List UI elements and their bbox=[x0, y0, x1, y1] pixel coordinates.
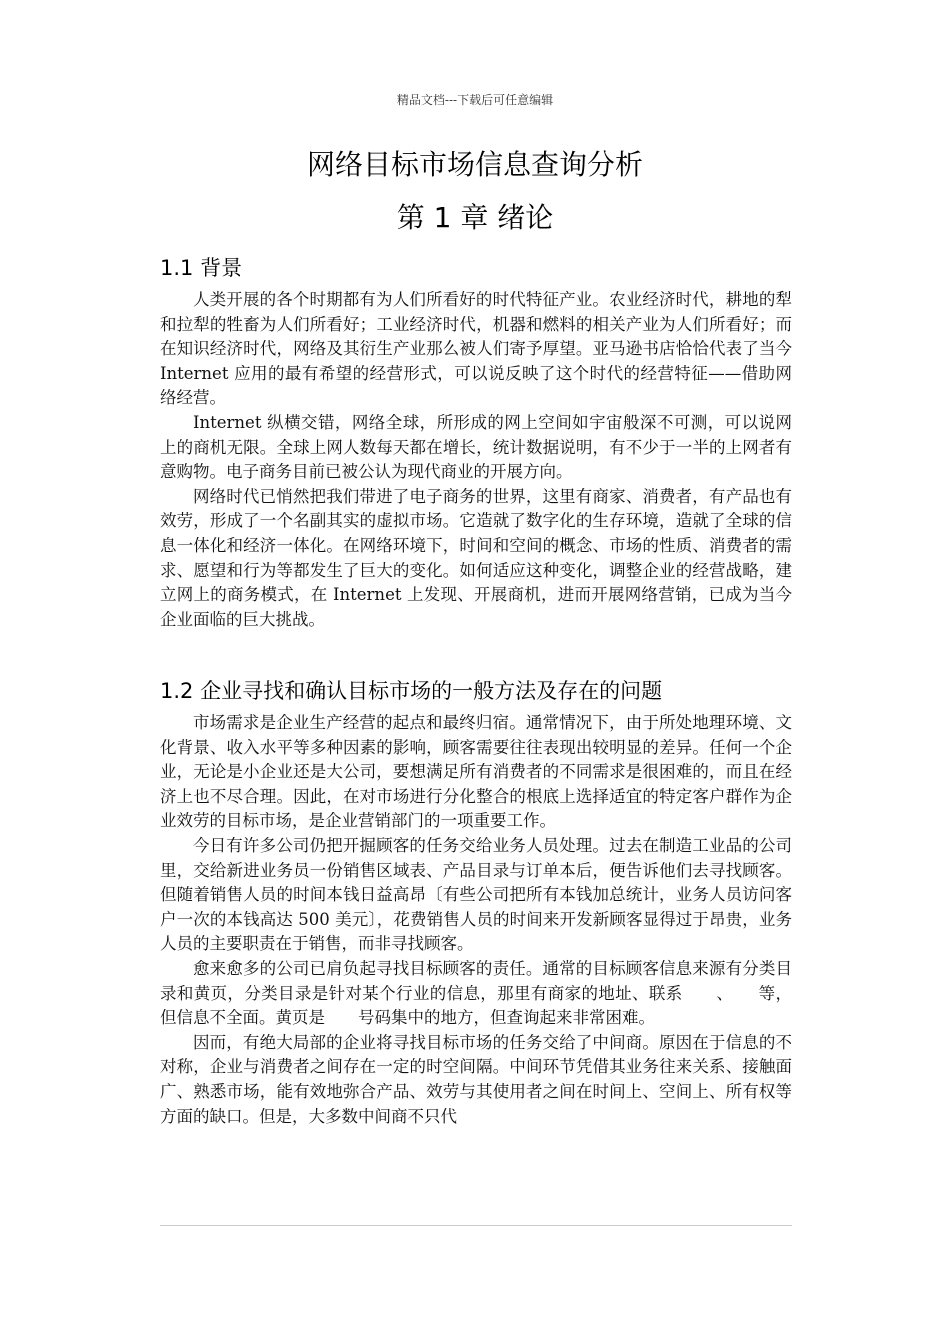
section-heading-1-2: 1.2 企业寻找和确认目标市场的一般方法及存在的问题 bbox=[160, 679, 663, 703]
document-title: 网络目标市场信息查询分析 bbox=[306, 148, 643, 181]
paragraph: Internet 纵横交错，网络全球，所形成的网上空间如宇宙般深不可测，可以说网上的商机无限。全球上网人数每天都在增长，统计数据说明，有不少于一半的上网者有意购物。电子商务目前已被公认为现代商业的开展方向。 bbox=[160, 412, 792, 482]
paragraph: 市场需求是企业生产经营的起点和最终归宿。通常情况下，由于所处地理环境、文化背景、收入水平等多种因素的影响，顾客需要往往表现出较明显的差异。任何一个企业，无论是小企业还是大公司，要想满足所有消费者的不同需求是很困难的，而且在经济上也不尽合理。因此，在对市场进行分化整合的根底上选择适宜的特定客户群作为企业效劳的目标市场，是企业营销部门的一项重要工作。 bbox=[160, 713, 792, 831]
section-1-1-body bbox=[160, 288, 792, 632]
page-header: 精品文档---下载后可任意编辑 bbox=[396, 93, 554, 107]
section-heading-1-1: 1.1 背景 bbox=[160, 256, 243, 280]
paragraph: 因而，有绝大局部的企业将寻找目标市场的任务交给了中间商。原因在于信息的不对称，企业与消费者之间存在一定的时空间隔。中间环节凭借其业务往来关系、接触面广、熟悉市场，能有效地弥合产品、效劳与其使用者之间在时间上、空间上、所有权等方面的缺口。但是，大多数中间商不只代 bbox=[160, 1032, 792, 1126]
paragraph: 人类开展的各个时期都有为人们所看好的时代特征产业。农业经济时代，耕地的犁和拉犁的牲畜为人们所看好；工业经济时代，机器和燃料的相关产业为人们所看好；而在知识经济时代，网络及其衍生产业那么被人们寄予厚望。亚马逊书店恰恰代表了当今 Internet 应用的最有希望的经营形式，可以说反映了这个时代的经营特征——借助网络经营。 bbox=[160, 290, 792, 408]
footer-divider bbox=[160, 1225, 792, 1226]
chapter-title: 第 1 章 绪论 bbox=[396, 201, 554, 234]
paragraph: 今日有许多公司仍把开掘顾客的任务交给业务人员处理。过去在制造工业品的公司里，交给新进业务员一份销售区域表、产品目录与订单本后，便告诉他们去寻找顾客。但随着销售人员的时间本钱日益高昂〔有些公司把所有本钱加总统计，业务人员访问客户一次的本钱高达 500 美元〕，花费销售人员的时间来开发新顾客显得过于昂贵，业务人员的主要职责在于销售，而非寻找顾客。 bbox=[160, 835, 792, 954]
section-1-2-body bbox=[160, 711, 792, 1129]
paragraph: 网络时代已悄然把我们带进了电子商务的世界，这里有商家、消费者，有产品也有效劳，形成了一个名副其实的虚拟市场。它造就了数字化的生存环境，造就了全球的信息一体化和经济一体化。在网络环境下，时间和空间的概念、市场的性质、消费者的需求、愿望和行为等都发生了巨大的变化。如何适应这种变化，调整企业的经营战略，建立网上的商务模式，在 Internet 上发现、开展商机，进而开展网络营销，已成为当今企业面临的巨大挑战。 bbox=[160, 486, 792, 629]
paragraph: 愈来愈多的公司已肩负起寻找目标顾客的责任。通常的目标顾客信息来源有分类目录和黄页，分类目录是针对某个行业的信息，那里有商家的地址、联系 、 等，但信息不全面。黄页是 号码集中的地方，但查询起来非常困难。 bbox=[160, 958, 792, 1028]
